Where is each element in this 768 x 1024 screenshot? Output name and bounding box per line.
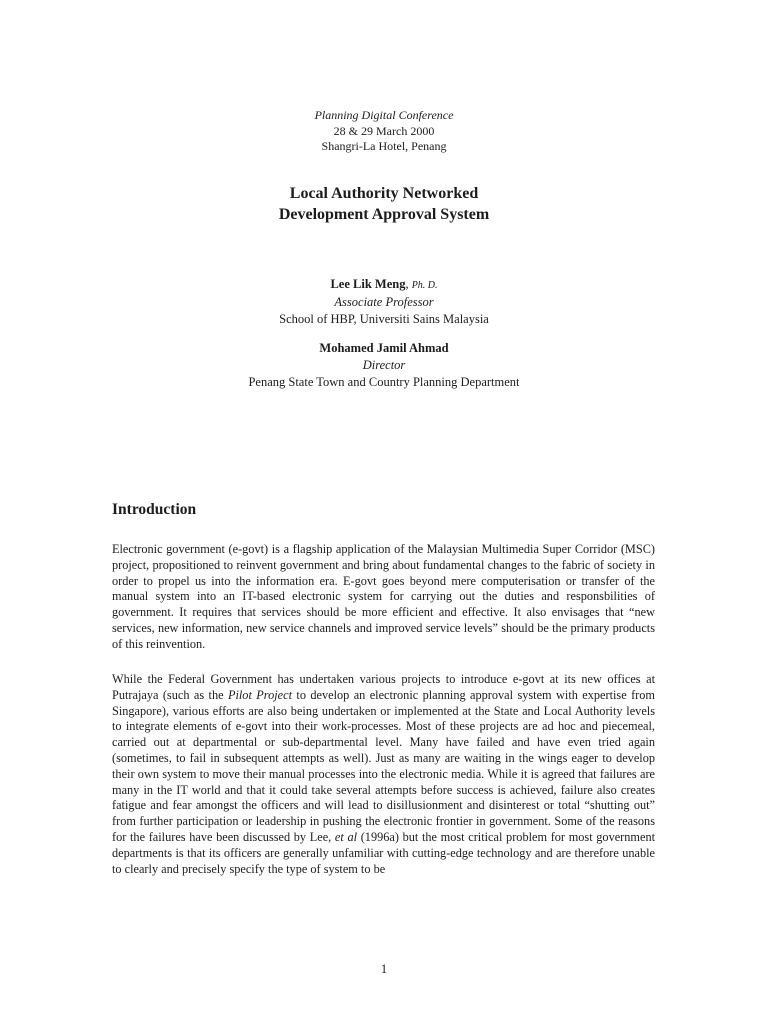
paragraph-text: to develop an electronic planning approval system with expertise from Singapore), various efforts are also being undertaken or implemented at the State and Local Authority levels to integrate elements of e-govt into their work-processes. Most of these projects are ad hoc and piecemeal, carried out at departmental or sub-departmental level. Many have failed and have even tried again (sometimes, to fail in subsequent attempts as well). Just as many are waiting in the wings eager to develop their own system to move their manual processes into the electronic media. While it is agreed that failures are many in the IT world and that it could take several attempts before success is achieved, failure also creates fatigue and fear amongst the officers and will lead to disillusionment and disinterest or total “shutting out” from further participation or leadership in pushing the electronic frontier in government. Some of the reasons for the failures have been discussed by Lee, [112,687,655,844]
author-block-2 [0,340,768,391]
paragraph-text: (1996a) but the most critical problem for most government departments is that its officers are generally unfamiliar with cutting-edge technology and are therefore unable to clearly and precisely specify the type of system to be [112,829,656,876]
paper-title [0,183,768,225]
author-name: Mohamed Jamil Ahmad [319,341,449,355]
author-degree: Ph. D. [411,280,438,291]
paper-title-line-2: Development Approval System [278,206,490,223]
author-block-1: Lee Lik Meng, Ph. D. Associate Professor School of HBP, Universiti Sains Malaysia [0,276,768,328]
body-paragraph-2 [112,672,655,877]
section-heading: Introduction [112,501,197,518]
paragraph-text: While the Federal Government has undertaken various projects to introduce e-govt at its new offices at Putrajaya (such as the [112,672,655,702]
italic-term: Pilot Project [227,687,293,702]
conference-venue: Shangri-La Hotel, Penang [321,139,447,153]
body-paragraph-1: Electronic government (e-govt) is a flagship application of the Malaysian Multimedia Super Corridor (MSC) project, propositioned to reinvent government and bring about fundamental changes to the fabric of society in order to propel us into the information era. E-govt goes beyond mere computerisation or transfer of the manual system into an IT-based electronic system for carrying out the duties and responsbilities of government. It requires that services should be more efficient and effective. It also envisages that “new services, new information, new service channels and improved service levels” should be the primary products of this reinvention. [112,542,655,651]
author-affiliation: Penang State Town and Country Planning Department [248,375,520,389]
author-role: Associate Professor [334,295,434,309]
author-role: Director [362,358,406,372]
conference-info [0,108,768,155]
author-affiliation: School of HBP, Universiti Sains Malaysia [279,312,489,326]
italic-term: et al [334,829,358,844]
author-name: Lee Lik Meng [330,277,406,291]
conference-name: Planning Digital Conference [314,108,454,122]
conference-dates: 28 & 29 March 2000 [333,123,435,138]
page-number: 1 [380,962,388,976]
paper-title-line-1: Local Authority Networked [289,185,479,202]
